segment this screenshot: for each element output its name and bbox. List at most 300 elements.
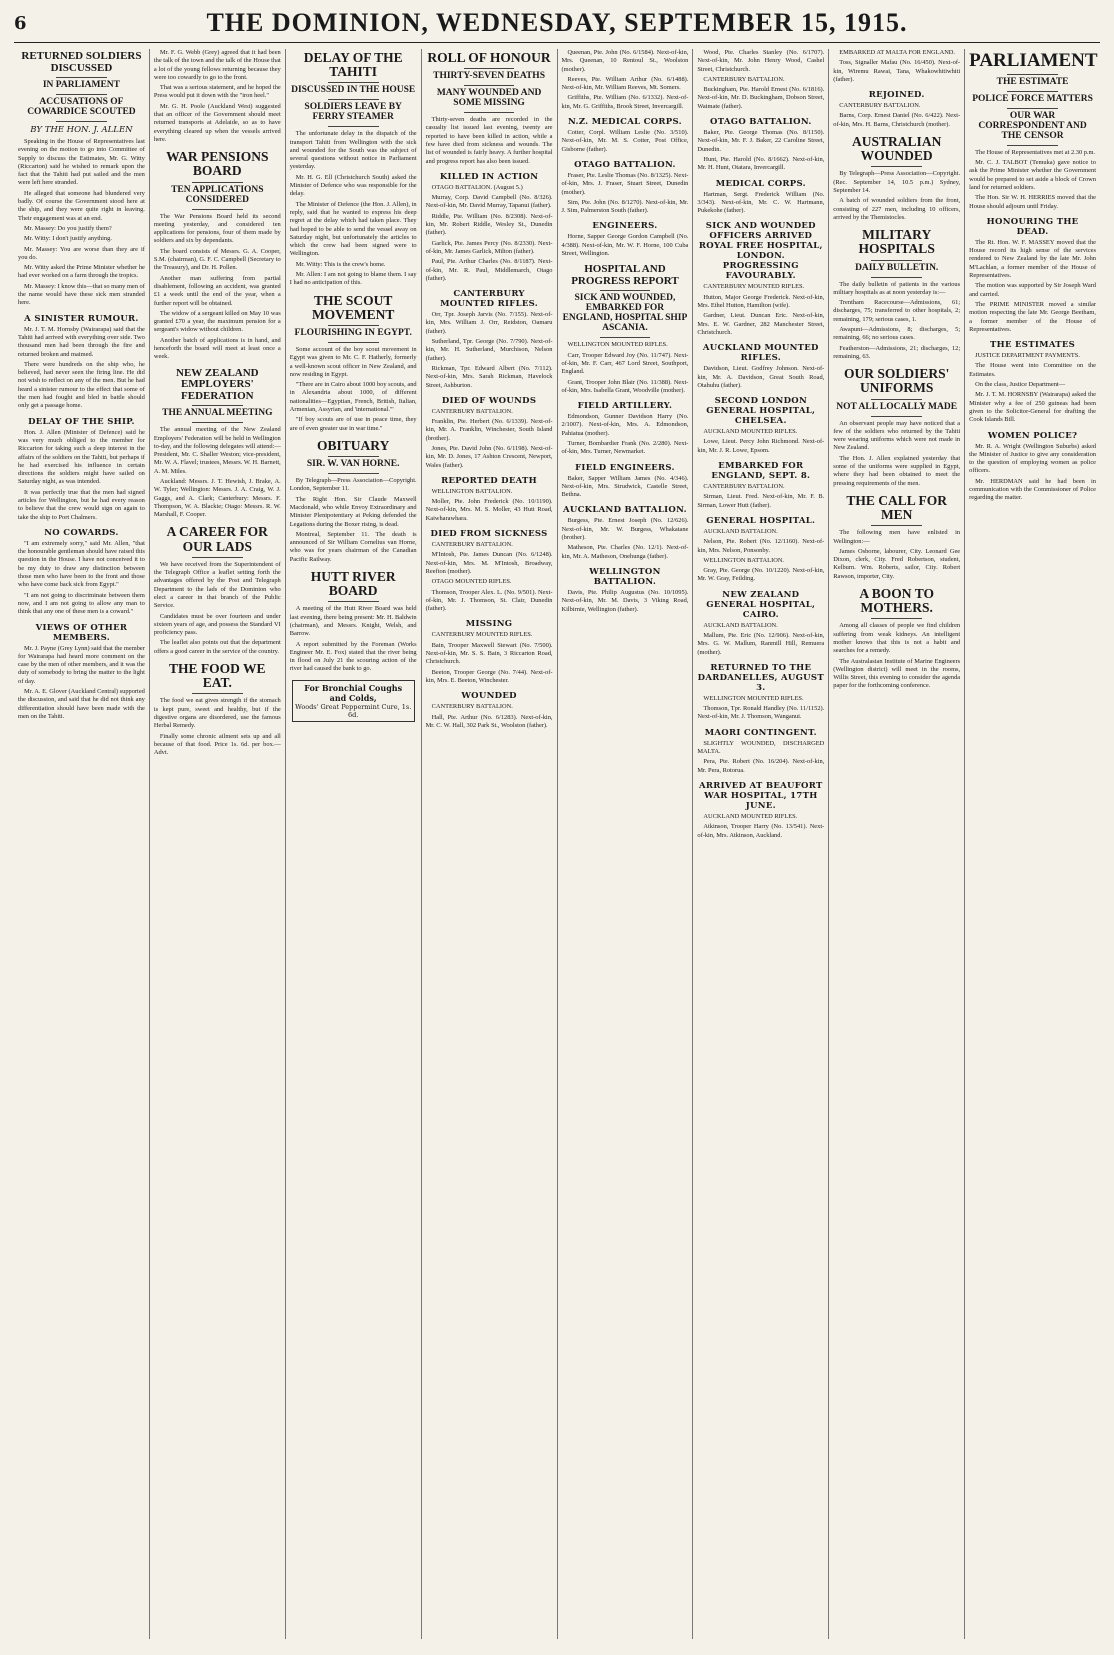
article-paragraph: Mr. J. Payne (Grey Lynn) said that the member for Wairarapa had heard more comment on the case by the men of other members, and it was the duty of somebody to bring the matter to the light of day. (18, 644, 145, 685)
article-paragraph: Sirman, Lieut. Fred. Next-of-kin, Mr. F. B. Sirman, Lower Hutt (father). (697, 493, 825, 509)
article (833, 494, 960, 581)
article (697, 663, 824, 722)
article-paragraph: Nelson, Pte. Robert (No. 12/1160). Next-of-kin, Mrs. Nelson, Ponsonby. (697, 538, 825, 554)
article-headline: OBITUARY (317, 437, 390, 453)
article-paragraph: CANTERBURY MOUNTED RIFLES. (431, 631, 533, 639)
article-paragraph: Finally some chronic ailment sets up and all because of that food. Price 1s. 6d. per box.—Advt. (153, 732, 281, 757)
article (154, 662, 281, 757)
article-paragraph: Thomson, Tpr. Ronald Handley (No. 11/1152). Next-of-kin, Mr. J. Thomson, Wanganui. (697, 705, 825, 721)
subhead-rule (1007, 108, 1058, 109)
subhead-rule (1007, 145, 1058, 146)
article (18, 417, 145, 522)
article-paragraph: Hunt, Pte. Harold (No. 8/1662). Next-of-kin, Mr. H. Hunt, Otatara, Invercargill. (697, 155, 825, 172)
section-heading: ENGINEERS. (592, 221, 658, 232)
article-paragraph: Matheson, Pte. Charles (No. 12/1). Next-of-kin, Mr. A. Matheson, Onehunga (father). (561, 544, 689, 560)
article-paragraph: CANTERBURY BATTALION. (703, 483, 785, 491)
column-2 (150, 49, 286, 1639)
article-paragraph: Carr, Trooper Edward Joy (No. 11/747). Next-of-kin, Mr. F. Carr, 467 Lord Street, Southport, England. (561, 351, 689, 376)
article-paragraph: "I am not going to discriminate between them now, and I am not going to allow any man to think that any one of these men is a coward." (18, 591, 145, 616)
article-paragraph: EMBARKED AT MALTA FOR ENGLAND. (839, 49, 956, 56)
article-subhead: FLOURISHING IN EGYPT. (294, 327, 412, 338)
article-subhead: DISCUSSED IN THE HOUSE (291, 85, 416, 96)
section-heading: OTAGO BATTALION. (574, 159, 676, 170)
article (697, 49, 824, 111)
article-subhead: MANY WOUNDED AND SOME MISSING (436, 88, 542, 109)
article-paragraph: Sutherland, Tpr. George (No. 7/790). Next-of-kin, Mr. H. Sutherland, Murchison, Nelson (father). (425, 338, 553, 362)
section-heading: MISSING (465, 619, 513, 630)
headline-rule (328, 601, 379, 602)
article-paragraph: The War Pensions Board held its second meeting yesterday, and considered ten applications for pensions, four of them made by soldiers and six by dependants. (153, 212, 281, 245)
article (833, 228, 960, 361)
section-heading: KILLED IN ACTION (439, 171, 539, 182)
section-heading: FIELD ARTILLERY. (577, 401, 673, 412)
article (833, 90, 960, 129)
article-paragraph: Among all classes of people we find children suffering from weak kidneys. An intelligent mother knows that this is not a habit and searches for a remedy. (833, 622, 961, 655)
subhead-rule (871, 277, 922, 278)
article-paragraph: Featherston—Admissions, 21; discharges, 12; remaining, 63. (833, 344, 961, 360)
article-paragraph: CANTERBURY BATTALION. (431, 541, 513, 549)
headline-rule (871, 260, 922, 261)
article-paragraph: Toss, Signaller Mafau (No. 16/450). Next-of-kin, Wiremu Rawai, Tana, Whakowhitiwhiti (father). (833, 59, 961, 83)
subhead-rule (56, 121, 107, 122)
article-paragraph: That was a serious statement, and he hoped the Press would put it down with the "iron heel." (153, 84, 281, 100)
article-subhead: SIR. W. VAN HORNE. (306, 459, 400, 470)
headline-rule (464, 68, 515, 69)
article-headline: HUTT RIVER BOARD (310, 568, 396, 599)
article-paragraph: Some account of the boy scout movement in Egypt was given to Mr. C. F. Hatherly, formerly a well-known scout officer in New Zealand, and now residing in Egypt. (289, 345, 417, 378)
article-subhead: POLICE FORCE MATTERS (972, 93, 1093, 104)
article-paragraph: The House went into Committee on the Estimates. (969, 362, 1096, 378)
article-paragraph: WELLINGTON MOUNTED RIFLES. (703, 694, 804, 702)
article-paragraph: Reeves, Pte. William Arthur (No. 6/1488). Next-of-kin, Mr. William Reeves, Mt. Somers. (561, 75, 689, 92)
article (426, 529, 553, 613)
article (426, 691, 553, 730)
subhead-rule (464, 112, 515, 113)
article (290, 51, 417, 288)
article (562, 160, 689, 215)
article-paragraph: Cotter, Corpl. William Leslie (No. 3/510). Next-of-kin, Mr. M. S. Cotter, Post Office, Gisborne (father). (561, 129, 689, 153)
article (290, 439, 417, 564)
subhead-rule (192, 422, 243, 423)
article-paragraph: Edmondson, Gunner Davidson Harry (No. 2/1007). Next-of-kin, Mrs. A. Edmondson, Pahiatua (mother). (561, 413, 689, 437)
article-paragraph: Montreal, September 11. The death is announced of Sir William Cornelius van Horne, who was for years chairman of the Canadian Pacific Railway. (289, 530, 417, 563)
article-paragraph: Murray, Corp. David Campbell (No. 8/326). Next-of-kin, Mr. David Murray, Tapanui (father). (425, 194, 553, 210)
article-paragraph: M'Intosh, Pte. James Duncan (No. 6/1248). Next-of-kin, Mrs. M. M'Intosh, Broadway, Reefton (mother). (425, 551, 553, 575)
headline-rule (192, 182, 243, 183)
article (562, 117, 689, 154)
article-byline: BY THE HON. J. ALLEN (30, 125, 133, 135)
section-heading: MAORI CONTINGENT. (704, 727, 817, 738)
section-heading: ARRIVED AT BEAUFORT WAR HOSPITAL, 17TH JUNE. (699, 780, 823, 811)
article-paragraph: The PRIME MINISTER moved a similar motion respecting the late Mr. George Beetham, a former member of the House of Representatives. (969, 300, 1096, 333)
article (562, 49, 689, 111)
article (562, 221, 689, 258)
article-paragraph: "There are in Cairo about 1000 boy scouts, and in Alexandria about 1000, of different nationalities—Egyptian, French, British, Italian, Armenian, Assyrian, and 'international.'" (289, 381, 417, 413)
article-paragraph: The leaflet also points out that the department offers a good career in the service of the country. (153, 639, 281, 655)
article-subhead: THIRTY-SEVEN DEATHS (433, 71, 545, 82)
article (426, 289, 553, 390)
headline-rule (871, 618, 922, 619)
article-paragraph: The Australasian Institute of Marine Engineers (Wellington district) will meet in the rooms, Willis Street, this evening to consider the agenda paper for the forthcoming conference. (833, 657, 961, 690)
article-paragraph: A report submitted by the Foreman (Works Engineer Mr. E. Fox) stated that the river being in flood on July 21 the scouring action of the river had caused the bank to go. (289, 640, 417, 673)
article (833, 135, 960, 222)
article (969, 51, 1096, 211)
headline-rule (328, 82, 379, 83)
article (969, 431, 1096, 503)
article-paragraph: OTAGO BATTALION. (August 5.) (431, 183, 523, 191)
article-paragraph: Mr. Allen: I am not going to blame them. I say I had no anticipation of this. (289, 271, 417, 287)
article-paragraph: AUCKLAND BATTALION. (703, 527, 778, 535)
article-paragraph: The widow of a sergeant killed on May 10 was granted £70 a year, the maximum pension for a sergeant's widow without children. (153, 309, 281, 334)
article (154, 150, 281, 361)
article-paragraph: CANTERBURY BATTALION. (839, 102, 921, 110)
article-paragraph: Buckingham, Pte. Harold Ernest (No. 6/1816). Next-of-kin, Mr. D. Buckingham, Dobson Street, Waimate (father). (697, 86, 825, 110)
article (290, 294, 417, 433)
section-heading: N.Z. MEDICAL CORPS. (568, 117, 682, 128)
article-paragraph: Wood, Pte. Charles Stanley (No. 6/1707). Next-of-kin, Mr. John Henry Wood, Cashel Street, Christchurch. (697, 49, 825, 73)
article-headline: DELAY OF THE TAHITI (303, 50, 403, 80)
article-paragraph: CANTERBURY BATTALION. (431, 407, 513, 415)
section-heading: AUCKLAND MOUNTED RIFLES. (702, 343, 819, 364)
masthead (14, 6, 1100, 43)
section-heading: REPORTED DEATH (441, 475, 538, 486)
article-headline: HOSPITAL AND PROGRESS REPORT (571, 263, 679, 287)
article-paragraph: The Minister of Defence (the Hon. J. Allen), in reply, said that he wanted to express his deep regret at the delay which had taken place. They had hoped to be able to send the vessel away on Saturday night, but unfortunately the articles to which the crew had been signed were to Wellington. (289, 200, 417, 258)
headline-rule (192, 693, 243, 694)
article-subhead: TEN APPLICATIONS CONSIDERED (171, 184, 264, 205)
article-paragraph: An observant people may have noticed that a few of the soldiers who returned by the Tahiti were wearing uniforms which were not made in New Zealand. (833, 419, 961, 452)
article (697, 117, 824, 172)
section-heading: GENERAL HOSPITAL. (706, 515, 816, 526)
article-paragraph: Jones, Pte. David John (No. 6/1198). Next-of-kin, Mr. D. Jones, 17 Ashton Crescent, Newport, Wales (father). (425, 444, 553, 469)
article-paragraph: Hon. J. Allen (Minister of Defence) said he was very much obliged to the member for Riccarton for taking such a deep interest in the affairs of the soldiers on the Tahiti, but perhaps if he had exercised his influence in certain directions the soldiers might have sailed on Saturday night, as was intended. (18, 428, 145, 486)
article-paragraph: There were hundreds on the ship who, he believed, had never seen the firing line. He did not wish to reflect on any of the men. But he had heard a sinister rumour to the effect that some of the men had fought and bled in battle should only get a passage home. (18, 360, 145, 410)
section-heading: HONOURING THE DEAD. (986, 216, 1079, 237)
article-paragraph: A batch of wounded soldiers from the front, consisting of 227 men, including 10 officers, arrived by the Themistocles. (833, 197, 961, 221)
section-heading: WOMEN POLICE? (987, 430, 1078, 441)
article (697, 461, 824, 510)
article-paragraph: Mr. HERDMAN said he had been in communication with the Commissioner of Police regarding the matter. (969, 477, 1096, 502)
section-heading: WOUNDED (461, 691, 517, 702)
article-paragraph: Lowe, Lieut. Percy John Richmond. Next-of-kin, Mr. J. R. Lowe, Epsom. (697, 438, 825, 454)
headline-rule (600, 290, 651, 291)
article-paragraph: Thomson, Trooper Alex. L. (No. 9/501). Next-of-kin, Mr. J. Thomson, St. Clair, Dunedin (father). (425, 588, 553, 613)
article (18, 528, 145, 617)
article-paragraph: Beeton, Trooper George (No. 7/44). Next-of-kin, Mrs. E. Beeton, Winchester. (425, 668, 553, 684)
article-paragraph: Mr. R. A. Wright (Wellington Suburbs) asked the Minister of Justice to give any consideration to the question of employing women as police officers. (969, 442, 1096, 475)
subhead-rule (328, 126, 379, 127)
article-paragraph: Gardner, Lieut. Duncan Eric. Next-of-kin, Mrs. E. W. Gardner, 282 Manchester Street, Christchurch. (697, 312, 825, 336)
article-paragraph: The Rt. Hon. W. F. MASSEY moved that the House record its high sense of the services rendered to New Zealand by the late Mr. John M'Lachlan, a former member of the House of Representatives. (969, 238, 1096, 280)
article-paragraph: Mr. A. E. Glover (Auckland Central) supported the discussion, and said that he did not think any differentiation should have been made with the men on the Tahiti. (18, 688, 145, 720)
article-subhead: THE ESTIMATE (996, 76, 1069, 87)
article-paragraph: A meeting of the Hutt River Board was held last evening, there being present: Mr. H. Baldwin (chairman), and Messrs. Knight, Welsh, and Barrow. (289, 605, 417, 638)
article-paragraph: Mr. J. T. M. HORNSBY (Wairarapa) asked the Minister why a fee of 250 guineas had been given to the Solicitor-General for drafting the Cook Islands Bill. (969, 391, 1096, 424)
column-3 (286, 49, 422, 1639)
column-1 (14, 49, 150, 1639)
masthead-title: THE DOMINION, WEDNESDAY, SEPTEMBER 15, 1915. (206, 8, 908, 37)
article-paragraph: Sim, Pte. John (No. 8/1270). Next-of-kin, Mr. J. Sim, Palmerston South (father). (561, 198, 689, 215)
headline-rule (1007, 74, 1058, 75)
article-paragraph: Hutton, Major George Frederick. Next-of-kin, Mrs. Ethel Hutton, Hamilton (wife). (697, 293, 825, 310)
section-heading: DELAY OF THE SHIP. (28, 416, 135, 427)
article-paragraph: Griffiths, Pte. William (No. 6/1332). Next-of-kin, Mr. G. Griffiths, Brook Street, Invercargill. (561, 94, 689, 110)
article-paragraph: Turner, Bombardier Frank (No. 2/280). Next-of-kin, Mrs. Turner, Newmarket. (561, 439, 689, 456)
article-paragraph: Baker, Pte. George Thomas (No. 8/1150). Next-of-kin, Mr. F. J. Baker, 22 Caroline Street, Dunedin. (697, 129, 825, 153)
article-paragraph: It was perfectly true that the men had signed articles for Wellington, but he had every reason to believe that the crew would sign on again to take the ship to Port Chalmers. (18, 488, 145, 521)
article (697, 728, 824, 775)
article-paragraph: Grant, Trooper John Blair (No. 11/388). Next-of-kin, Mrs. Isabella Grant, Woodville (mother). (561, 378, 689, 394)
section-heading: EMBARKED FOR ENGLAND, SEPT. 8. (711, 461, 811, 482)
article-subhead: IN PARLIAMENT (42, 80, 121, 91)
headline-rule (192, 557, 243, 558)
headline-rule (871, 166, 922, 167)
article-paragraph: Barns, Corp. Ernest Daniel (No. 6/422). Next-of-kin, Mrs. H. Barns, Christchurch (mother). (833, 112, 961, 128)
ad-line: Woods' Great Peppermint Cure, 1s. 6d. (295, 702, 412, 719)
article-paragraph: AUCKLAND BATTALION. (703, 621, 778, 629)
columns-container (14, 49, 1100, 1639)
article-paragraph: Riddle, Pte. William (No. 8/2308). Next-of-kin, Mr. Robert Riddle, Wesley St., Dunedin (father). (425, 212, 553, 237)
section-heading: A SINISTER RUMOUR. (24, 313, 139, 324)
article-paragraph: Burgess, Pte. Ernest Joseph (No. 12/626). Next-of-kin, Mr. W. Burgess, Whakatane (brother). (561, 517, 689, 542)
article-paragraph: WELLINGTON MOUNTED RIFLES. (567, 341, 668, 349)
article-paragraph: Mr. G. H. Poole (Auckland West) suggested that an officer of the Government should meet returned transports at Adelaide, so as to have everything cleared up when the vessels arrived here. (153, 102, 281, 143)
article (562, 567, 689, 614)
article-paragraph: Moller, Pte. John Frederick (No. 10/1190). Next-of-kin, Mrs. M. S. Moller, 43 Hutt Road, Kaiwharawhara. (425, 498, 553, 522)
article-paragraph: CANTERBURY MOUNTED RIFLES. (703, 283, 805, 291)
article-paragraph: Franklin, Pte. Herbert (No. 6/1339). Next-of-kin, Mr. A. Franklin, Winchester, South Island (brother). (425, 418, 553, 442)
article (562, 401, 689, 456)
section-heading: SICK AND WOUNDED OFFICERS ARRIVED ROYAL FREE HOSPITAL, LONDON. PROGRESSING FAVOURABLY. (698, 221, 823, 282)
article-paragraph: Candidates must be over fourteen and under sixteen years of age, and possess the Standard VI proficiency pass. (153, 612, 281, 637)
article (833, 367, 960, 488)
page-number: 6 (14, 12, 27, 34)
article-paragraph: Speaking in the House of Representatives last evening on the motion to go into Committee of Supply to discuss the Estimates, Mr. G. Witty (Riccarton) said he wished to remark upon the fact that the Tahiti had put sailed and the men were left here stranded. (18, 138, 145, 187)
article-paragraph: He alleged that someone had blundered very badly. Of course the Government stood here at the ship, and they were quite right in leaving. Their engagement was at an end. (18, 189, 145, 222)
headline-rule (56, 77, 107, 78)
article-paragraph: Davis, Pte. Philip Augustus (No. 10/1095). Next-of-kin, Mr. M. Davis, 3 Viking Road, Kilbirnie, Wellington (father). (561, 588, 689, 613)
column-6 (693, 49, 829, 1639)
article-paragraph: "I am extremely sorry," said Mr. Allen, "that the honourable gentleman should have raised this question in the House. I have not conceived it to be my duty to draw any distinction between those men who have been to the front and those who have come back sick from Egypt." (18, 539, 145, 589)
article-paragraph: CANTERBURY BATTALION. (703, 75, 785, 83)
section-heading: NEW ZEALAND GENERAL HOSPITAL, CAIRO. (706, 589, 816, 620)
article-headline: NEW ZEALAND EMPLOYERS' FEDERATION (176, 366, 259, 402)
article-paragraph: SLIGHTLY WOUNDED, DISCHARGED MALTA. (697, 739, 825, 756)
section-heading: REJOINED. (868, 90, 925, 101)
article-headline: OUR SOLDIERS' UNIFORMS (843, 366, 950, 396)
article (18, 623, 145, 722)
section-heading: VIEWS OF OTHER MEMBERS. (35, 622, 128, 643)
article-paragraph: On the class, Justice Department— (975, 381, 1066, 389)
subhead-rule (600, 337, 651, 338)
section-heading: RETURNED TO THE DARDANELLES, AUGUST 3. (697, 662, 824, 693)
article (833, 587, 960, 691)
section-heading: MEDICAL CORPS. (715, 178, 806, 189)
article-paragraph: Thirty-seven deaths are recorded in the casualty list issued last evening, twenty are reported to have been killed in action, while a few have died from sickness and wounds. The list of wounded is fairly heavy. A further hospital and progress report has also been issued. (425, 116, 553, 165)
section-heading: FIELD ENGINEERS. (575, 462, 675, 473)
article-paragraph: Fraser, Pte. Leslie Thomas (No. 8/1325). Next-of-kin, Mrs. J. Fraser, Stuart Street, Dunedin (mother). (561, 171, 689, 196)
article-paragraph: James Osborne, labourer, City. Leonard Gee Dixon, clerk, City. Fred Robertson, student, Kelburn. Wm. Roberts, sailor, City. Robert Rawson, importer, City. (833, 547, 961, 580)
article (426, 476, 553, 523)
section-heading: OTAGO BATTALION. (710, 117, 812, 128)
article-paragraph: The following men have enlisted in Wellington:— (833, 529, 961, 545)
section-heading: THE ESTIMATES (990, 340, 1076, 351)
article (426, 619, 553, 685)
article-paragraph: We have received from the Superintendent of the Telegraph Office a leaflet setting forth the advantages offered by the Post and Telegraph Department to the lads of the Dominion who elect a career in that branch of the Public Service. (153, 560, 281, 610)
article-paragraph: Mr. J. T. M. Hornsby (Wairarapa) said that the Tahiti had arrived with everything over side. Two thousand men had been through the fire and returned broken and maimed. (18, 325, 145, 358)
article-paragraph: By Telegraph—Press Association—Copyright. (Rec. September 14, 10.5 p.m.) Sydney, September 14. (833, 170, 961, 195)
headline-rule (328, 325, 379, 326)
subhead-rule (56, 94, 107, 95)
article (290, 680, 417, 722)
article (426, 51, 553, 166)
article (697, 396, 824, 455)
article-subhead: SOLDIERS LEAVE BY FERRY STEAMER (304, 102, 402, 123)
article-paragraph: Auckland: Messrs. J. T. Hewish, J. Brake, A. W. Tyler; Wellington: Messrs. J. A. Craig, W. J. Gaggs, and A. Clark; Canterbury: Messrs. F. Thompson, W. A. Blackie; Otago: Messrs. R. W. Marshall, F. Cooper. (153, 477, 281, 519)
article-subhead: ACCUSATIONS OF COWARDICE SCOUTED (27, 97, 136, 118)
article-subhead: OUR WAR CORRESPONDENT AND THE CENSOR (978, 110, 1087, 141)
article-headline: THE FOOD WE EAT. (169, 661, 266, 691)
article-paragraph: The motion was supported by Sir Joseph Ward and carried. (969, 282, 1096, 298)
article-paragraph: Mr. Massey: I know this—that so many men of the name would have these sick men stranded here. (18, 282, 145, 307)
article-paragraph: Orr, Tpr. Joseph Jarvis (No. 7/155). Next-of-kin, Mrs. William J. Orr, Reidston, Oamaru (father). (425, 311, 553, 335)
article (697, 179, 824, 216)
article-paragraph: Davidson, Lieut. Godfrey Johnson. Next-of-kin, Mr. A. Davidson, Great South Road, Otahuhu (father). (697, 365, 825, 389)
article (154, 368, 281, 520)
article-headline: ROLL OF HONOUR (427, 50, 551, 65)
article-paragraph: AUCKLAND MOUNTED RIFLES. (703, 428, 798, 436)
article (290, 570, 417, 674)
article-paragraph: The House of Representatives met at 2.30 p.m. (975, 148, 1096, 156)
article-paragraph: Mr. Massey: You are worse than they are if you do. (18, 245, 145, 261)
article-paragraph: WELLINGTON BATTALION. (431, 487, 513, 495)
article-paragraph: Mr. Witty: This is the crew's home. (295, 260, 386, 268)
article-headline: THE SCOUT MOVEMENT (311, 292, 395, 322)
article-paragraph: Rickman, Tpr. Edward Albert (No. 7/112). Next-of-kin, Mrs. Sarah Rickman, Havelock Street, Ashburton. (425, 364, 553, 389)
article (969, 340, 1096, 424)
subhead-rule (328, 99, 379, 100)
article (697, 590, 824, 657)
article (833, 49, 960, 84)
article-paragraph: The unfortunate delay in the dispatch of the transport Tahiti from Wellington with the sick and wounded for the South was the subject of several questions without notice in Parliament yesterday. (289, 130, 417, 171)
article (562, 463, 689, 500)
article (697, 343, 824, 390)
subhead-rule (328, 342, 379, 343)
subhead-rule (464, 85, 515, 86)
article-subhead: DAILY BULLETIN. (855, 262, 939, 273)
column-4 (422, 49, 558, 1639)
article-paragraph: Garlick, Pte. James Percy (No. 8/2330). Next-of-kin, Mr. James Garlick, Milton (father). (425, 239, 553, 255)
section-heading: AUCKLAND BATTALION. (563, 505, 687, 516)
section-heading: SECOND LONDON GENERAL HOSPITAL, CHELSEA. (706, 396, 816, 427)
article-paragraph: Horne, Sapper George Gordon Campbell (No. 4/388). Next-of-kin, Mr. W. F. Horne, 100 Cuba Street, Wellington. (561, 233, 689, 258)
article-paragraph: Another man suffering from partial disablement, following an accident, was granted £1 a week until the end of the year, when a further report will be obtained. (153, 274, 281, 307)
section-heading: NO COWARDS. (44, 527, 119, 538)
article (562, 505, 689, 560)
article-paragraph: Awapuni—Admissions, 8; discharges, 5; remaining, 66; no serious cases. (833, 326, 961, 342)
article-headline: AUSTRALIAN WOUNDED (852, 134, 942, 164)
advertisement (292, 680, 415, 722)
article-paragraph: "If boy scouts are of use in peace time, they are of even greater use in war time." (289, 416, 417, 432)
article-subhead: NOT ALL LOCALLY MADE (836, 401, 958, 412)
article-paragraph: Mr. Witty: I don't justify anything. (24, 235, 112, 243)
article (426, 396, 553, 470)
article-paragraph: Mr. H. G. Ell (Christchurch South) asked the Minister of Defence who was responsible for the delay. (289, 173, 417, 198)
headline-rule (192, 405, 243, 406)
article-headline: A BOON TO MOTHERS. (859, 586, 934, 616)
subhead-rule (192, 209, 243, 210)
column-7 (829, 49, 965, 1639)
article-paragraph: The annual meeting of the New Zealand Employers' Federation will be held in Wellington to-day, and the following delegates will attend:—President, Mr. C. Shaller Weston; vice-president, Mr. W. A. Flavel; trustees, Messrs. W. H. Barnett, A. M. Miles. (153, 426, 281, 475)
article-paragraph: OTAGO MOUNTED RIFLES. (431, 578, 512, 586)
article (697, 781, 824, 840)
article-paragraph: Mallum, Pte. Eric (No. 12/906). Next-of-kin, Mrs. G. W. Mallum, Ranmill Hill, Remuera (mother). (697, 631, 825, 656)
article-paragraph: The Right Hon. Sir Claude Maxwell Macdonald, who while Envoy Extraordinary and Minister Plenipotentiary at Peking defended the Legations during the Boxer rising, is dead. (289, 495, 417, 528)
column-8 (965, 49, 1100, 1639)
section-heading: CANTERBURY MOUNTED RIFLES. (440, 289, 539, 310)
article-headline: WAR PENSIONS BOARD (166, 149, 269, 179)
article-paragraph: The Hon. Sir W. H. HERRIES moved that the House should adjourn until Friday. (969, 194, 1096, 210)
article-paragraph: Mr. Massey: Do you justify them? (24, 224, 112, 232)
article (154, 49, 281, 144)
article-paragraph: Mr. Witty asked the Prime Minister whether he had ever worked on a farm through the tropics. (18, 264, 145, 280)
section-heading: WELLINGTON BATTALION. (589, 566, 661, 587)
article-paragraph: Mr. C. J. TALBOT (Temuka) gave notice to ask the Prime Minister whether the Government would be prepared to set aside a block of Crown land for returned soldiers. (969, 159, 1096, 191)
headline-rule (871, 525, 922, 526)
article-paragraph: By Telegraph—Press Association—Copyright. London, September 11. (289, 477, 417, 493)
article-paragraph: Gray, Pte. George (No. 10/1220). Next-of-kin, Mr. W. Gray, Feilding. (697, 567, 825, 583)
article (697, 516, 824, 584)
article-paragraph: CANTERBURY BATTALION. (431, 703, 513, 711)
headline-rule (871, 399, 922, 400)
article-headline: MILITARY HOSPITALS (858, 227, 935, 257)
article-paragraph: The food we eat gives strength if the stomach is kept pure, sweet and healthy, but if the digestive organs are disordered, use the famous Herbal Remedy. (153, 697, 281, 730)
article-paragraph: The daily bulletin of patients in the various military hospitals as at noon yesterday is:— (833, 280, 961, 296)
article-paragraph: The board consists of Messrs. G. A. Cooper, S.M. (chairman), G. F. C. Campbell (Secretary to the Treasury), and Dr. H. Pollen. (153, 247, 281, 272)
article-subhead: SICK AND WOUNDED, EMBARKED FOR ENGLAND, HOSPITAL SHIP ASCANIA. (562, 293, 688, 334)
article-paragraph: Queenan, Pte. John (No. 6/1584). Next-of-kin, Mrs. Queenan, 10 Rentoul St., Woolston (mother). (561, 49, 689, 73)
article-headline: THE CALL FOR MEN (846, 492, 947, 523)
article-paragraph: Trentham Racecourse—Admissions, 61; discharges, 75; transferred to other hospitals, 2; remaining, 179; serious cases, 1. (833, 299, 961, 323)
article-paragraph: Pera, Pte. Robert (No. 16/204). Next-of-kin, Mr. Pera, Rotorua. (697, 758, 825, 774)
article-headline: RETURNED SOLDIERS DISCUSSED (21, 50, 142, 74)
subhead-rule (1007, 91, 1058, 92)
article-paragraph: AUCKLAND MOUNTED RIFLES. (703, 812, 798, 820)
section-heading: DIED FROM SICKNESS (430, 529, 548, 540)
article-paragraph: Bain, Trooper Maxwell Stewart (No. 7/500). Next-of-kin, Mr. S. S. Bain, 3 Riccarton Road, Christchurch. (425, 641, 553, 666)
ad-line: For Bronchial Coughs and Colds, (304, 682, 403, 703)
article (562, 264, 689, 395)
article (18, 314, 145, 411)
article (18, 51, 145, 308)
article-paragraph: JUSTICE DEPARTMENT PAYMENTS. (975, 352, 1080, 360)
subhead-rule (328, 473, 379, 474)
article (969, 217, 1096, 334)
article-paragraph: Hall, Pte. Arthur (No. 6/1283). Next-of-kin, Mr. C. W. Hall, 302 Park St., Woolston (father). (425, 713, 553, 729)
column-5 (558, 49, 694, 1639)
article (697, 221, 824, 337)
article-paragraph: Another batch of applications is in hand, and henceforth the board will meet at least once a week. (153, 336, 281, 361)
section-heading: DIED OF WOUNDS (441, 395, 537, 406)
article (154, 525, 281, 656)
article-headline: PARLIAMENT (969, 50, 1098, 71)
subhead-rule (871, 416, 922, 417)
article (426, 172, 553, 283)
article-paragraph: The Hon. J. Allen explained yesterday that some of the uniforms were supplied in Egypt, where they had been obtained to meet the pressing requirements of the men. (833, 454, 961, 487)
article-paragraph: Paul, Pte. Arthur Charles (No. 8/1187). Next-of-kin, Mr. R. Paul, Middlemarch, Otago (father). (425, 258, 553, 282)
headline-rule (328, 456, 379, 457)
article-subhead: THE ANNUAL MEETING (162, 408, 273, 419)
